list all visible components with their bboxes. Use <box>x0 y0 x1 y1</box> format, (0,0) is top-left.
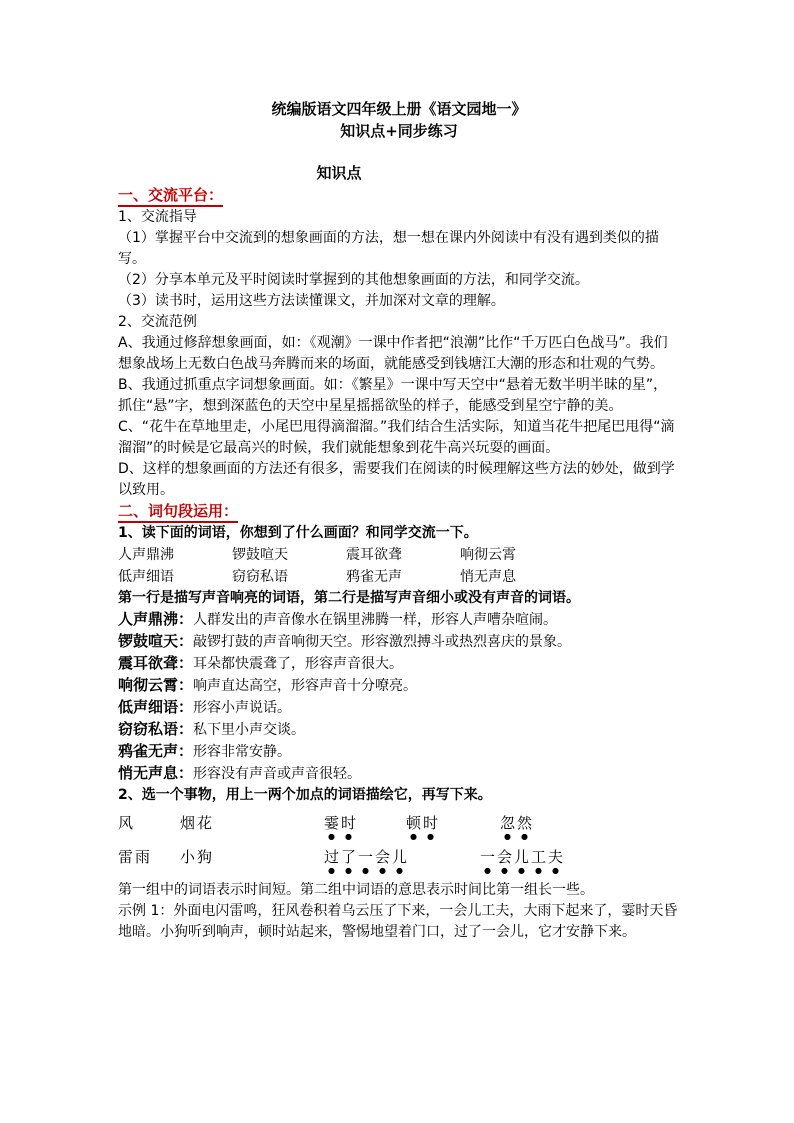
word-group-1 <box>118 812 680 846</box>
definition-text: 私下里小声交谈。 <box>193 722 306 738</box>
dotted-word: 一会儿工夫 <box>480 848 566 866</box>
example-paragraph: B、我通过抓重点字词想象画面。如：《繁星》一课中写天空中“悬着无数半明半昧的星”，抓住“悬”字，想到深蓝色的天空中星星摇摇欲坠的样子，能感受到星空宁静的美。 <box>118 377 668 414</box>
section-2-heading: 二、词句段运用： <box>118 501 238 523</box>
definition-text: 人群发出的声音像水在锅里沸腾一样，形容人声嘈杂喧闹。 <box>193 612 558 628</box>
document-page <box>118 98 680 943</box>
guide-item: （2）分享本单元及平时阅读时掌握到的其他想象画面的方法，和同学交流。 <box>118 272 589 288</box>
dotted-word: 霎时 <box>324 814 359 832</box>
definition-term: 人声鼎沸： <box>118 610 194 628</box>
word: 锣鼓喧天 <box>232 547 288 563</box>
definition-text: 耳朵都快震聋了，形容声音很大。 <box>193 656 404 672</box>
word-row-2 <box>118 566 680 588</box>
thing-word: 雷雨 <box>118 848 153 866</box>
word: 鸦雀无声 <box>346 569 402 585</box>
word: 人声鼎沸 <box>118 547 174 563</box>
definition-item <box>118 609 680 631</box>
definition-item <box>118 653 680 675</box>
example-paragraph: C、“花牛在草地里走，小尾巴甩得滴溜溜。”我们结合生活实际，知道当花牛把尾巴甩得“滴溜溜”的时候是它最高兴的时候，我们就能想象到花牛高兴玩耍的画面。 <box>118 419 675 456</box>
definition-item <box>118 719 680 741</box>
definition-text: 形容小声说话。 <box>193 700 292 716</box>
definition-term: 低声细语： <box>118 698 194 716</box>
word: 悄无声息 <box>460 569 516 585</box>
section-1-heading: 一、交流平台： <box>118 185 223 207</box>
dotted-word: 过了一会儿 <box>324 848 410 866</box>
definition-term: 窃窃私语： <box>118 720 194 738</box>
word: 窃窃私语 <box>232 569 288 585</box>
thing-word: 小狗 <box>180 848 215 866</box>
definition-term: 响彻云霄： <box>118 676 194 694</box>
example-answer: 示例 1：外面电闪雷鸣，狂风卷积着乌云压了下来，一会儿工夫，大雨下起来了，霎时天昏地暗。小狗听到响声，顿时站起来，警惕地望着门口，过了一会儿，它才安静下来。 <box>118 903 678 940</box>
question-2: 2、选一个事物，用上一两个加点的词语描绘它，再写下来。 <box>118 787 492 803</box>
word-group-2 <box>118 846 680 880</box>
word: 响彻云霄 <box>460 547 516 563</box>
guide-item: （1）掌握平台中交流到的想象画面的方法，想一想在课内外阅读中有没有遇到类似的描写。 <box>118 230 659 267</box>
word: 震耳欲聋 <box>346 547 402 563</box>
doc-subtitle: 知识点+同步练习 <box>340 122 458 140</box>
section-label: 知识点 <box>316 164 362 182</box>
definition-text: 形容非常安静。 <box>193 744 292 760</box>
definition-text: 敲锣打鼓的声音响彻天空。形容激烈搏斗或热烈喜庆的景象。 <box>193 634 572 650</box>
definition-item <box>118 675 680 697</box>
definition-item <box>118 697 680 719</box>
definition-term: 鸦雀无声： <box>118 742 194 760</box>
dotted-word: 顿时 <box>406 814 441 832</box>
thing-word: 风 <box>118 814 136 832</box>
definition-text: 响声直达高空，形容声音十分嘹亮。 <box>193 678 418 694</box>
dotted-word: 忽然 <box>500 814 535 832</box>
definition-term: 悄无声息： <box>118 764 194 782</box>
sub-heading: 2、交流范例 <box>118 314 197 330</box>
sub-heading: 1、交流指导 <box>118 209 197 225</box>
word-note: 第一行是描写声音响亮的词语，第二行是描写声音细小或没有声音的词语。 <box>118 590 580 606</box>
group-explanation: 第一组中的词语表示时间短。第二组中词语的意思表示时间比第一组长一些。 <box>118 882 594 898</box>
thing-word: 烟花 <box>180 814 215 832</box>
example-paragraph: A、我通过修辞想象画面，如：《观潮》一课中作者把“浪潮”比作“千万匹白色战马”。我们想象战场上无数白色战马奔腾而来的场面，就能感受到钱塘江大潮的形态和壮观的气势。 <box>118 335 668 372</box>
definition-term: 震耳欲聋： <box>118 654 194 672</box>
question-1: 1、读下面的词语，你想到了什么画面？和同学交流一下。 <box>118 525 478 541</box>
word-row-1 <box>118 544 680 566</box>
word: 低声细语 <box>118 569 174 585</box>
definition-item <box>118 763 680 785</box>
definition-item <box>118 741 680 763</box>
definition-item <box>118 631 680 653</box>
definition-term: 锣鼓喧天： <box>118 632 194 650</box>
example-paragraph: D、这样的想象画面的方法还有很多，需要我们在阅读的时候理解这些方法的妙处，做到学以致用。 <box>118 461 675 498</box>
guide-item: （3）读书时，运用这些方法读懂课文，并加深对文章的理解。 <box>118 293 505 309</box>
definition-text: 形容没有声音或声音很轻。 <box>193 766 362 782</box>
doc-title: 统编版语文四年级上册《语文园地一》 <box>271 100 527 118</box>
